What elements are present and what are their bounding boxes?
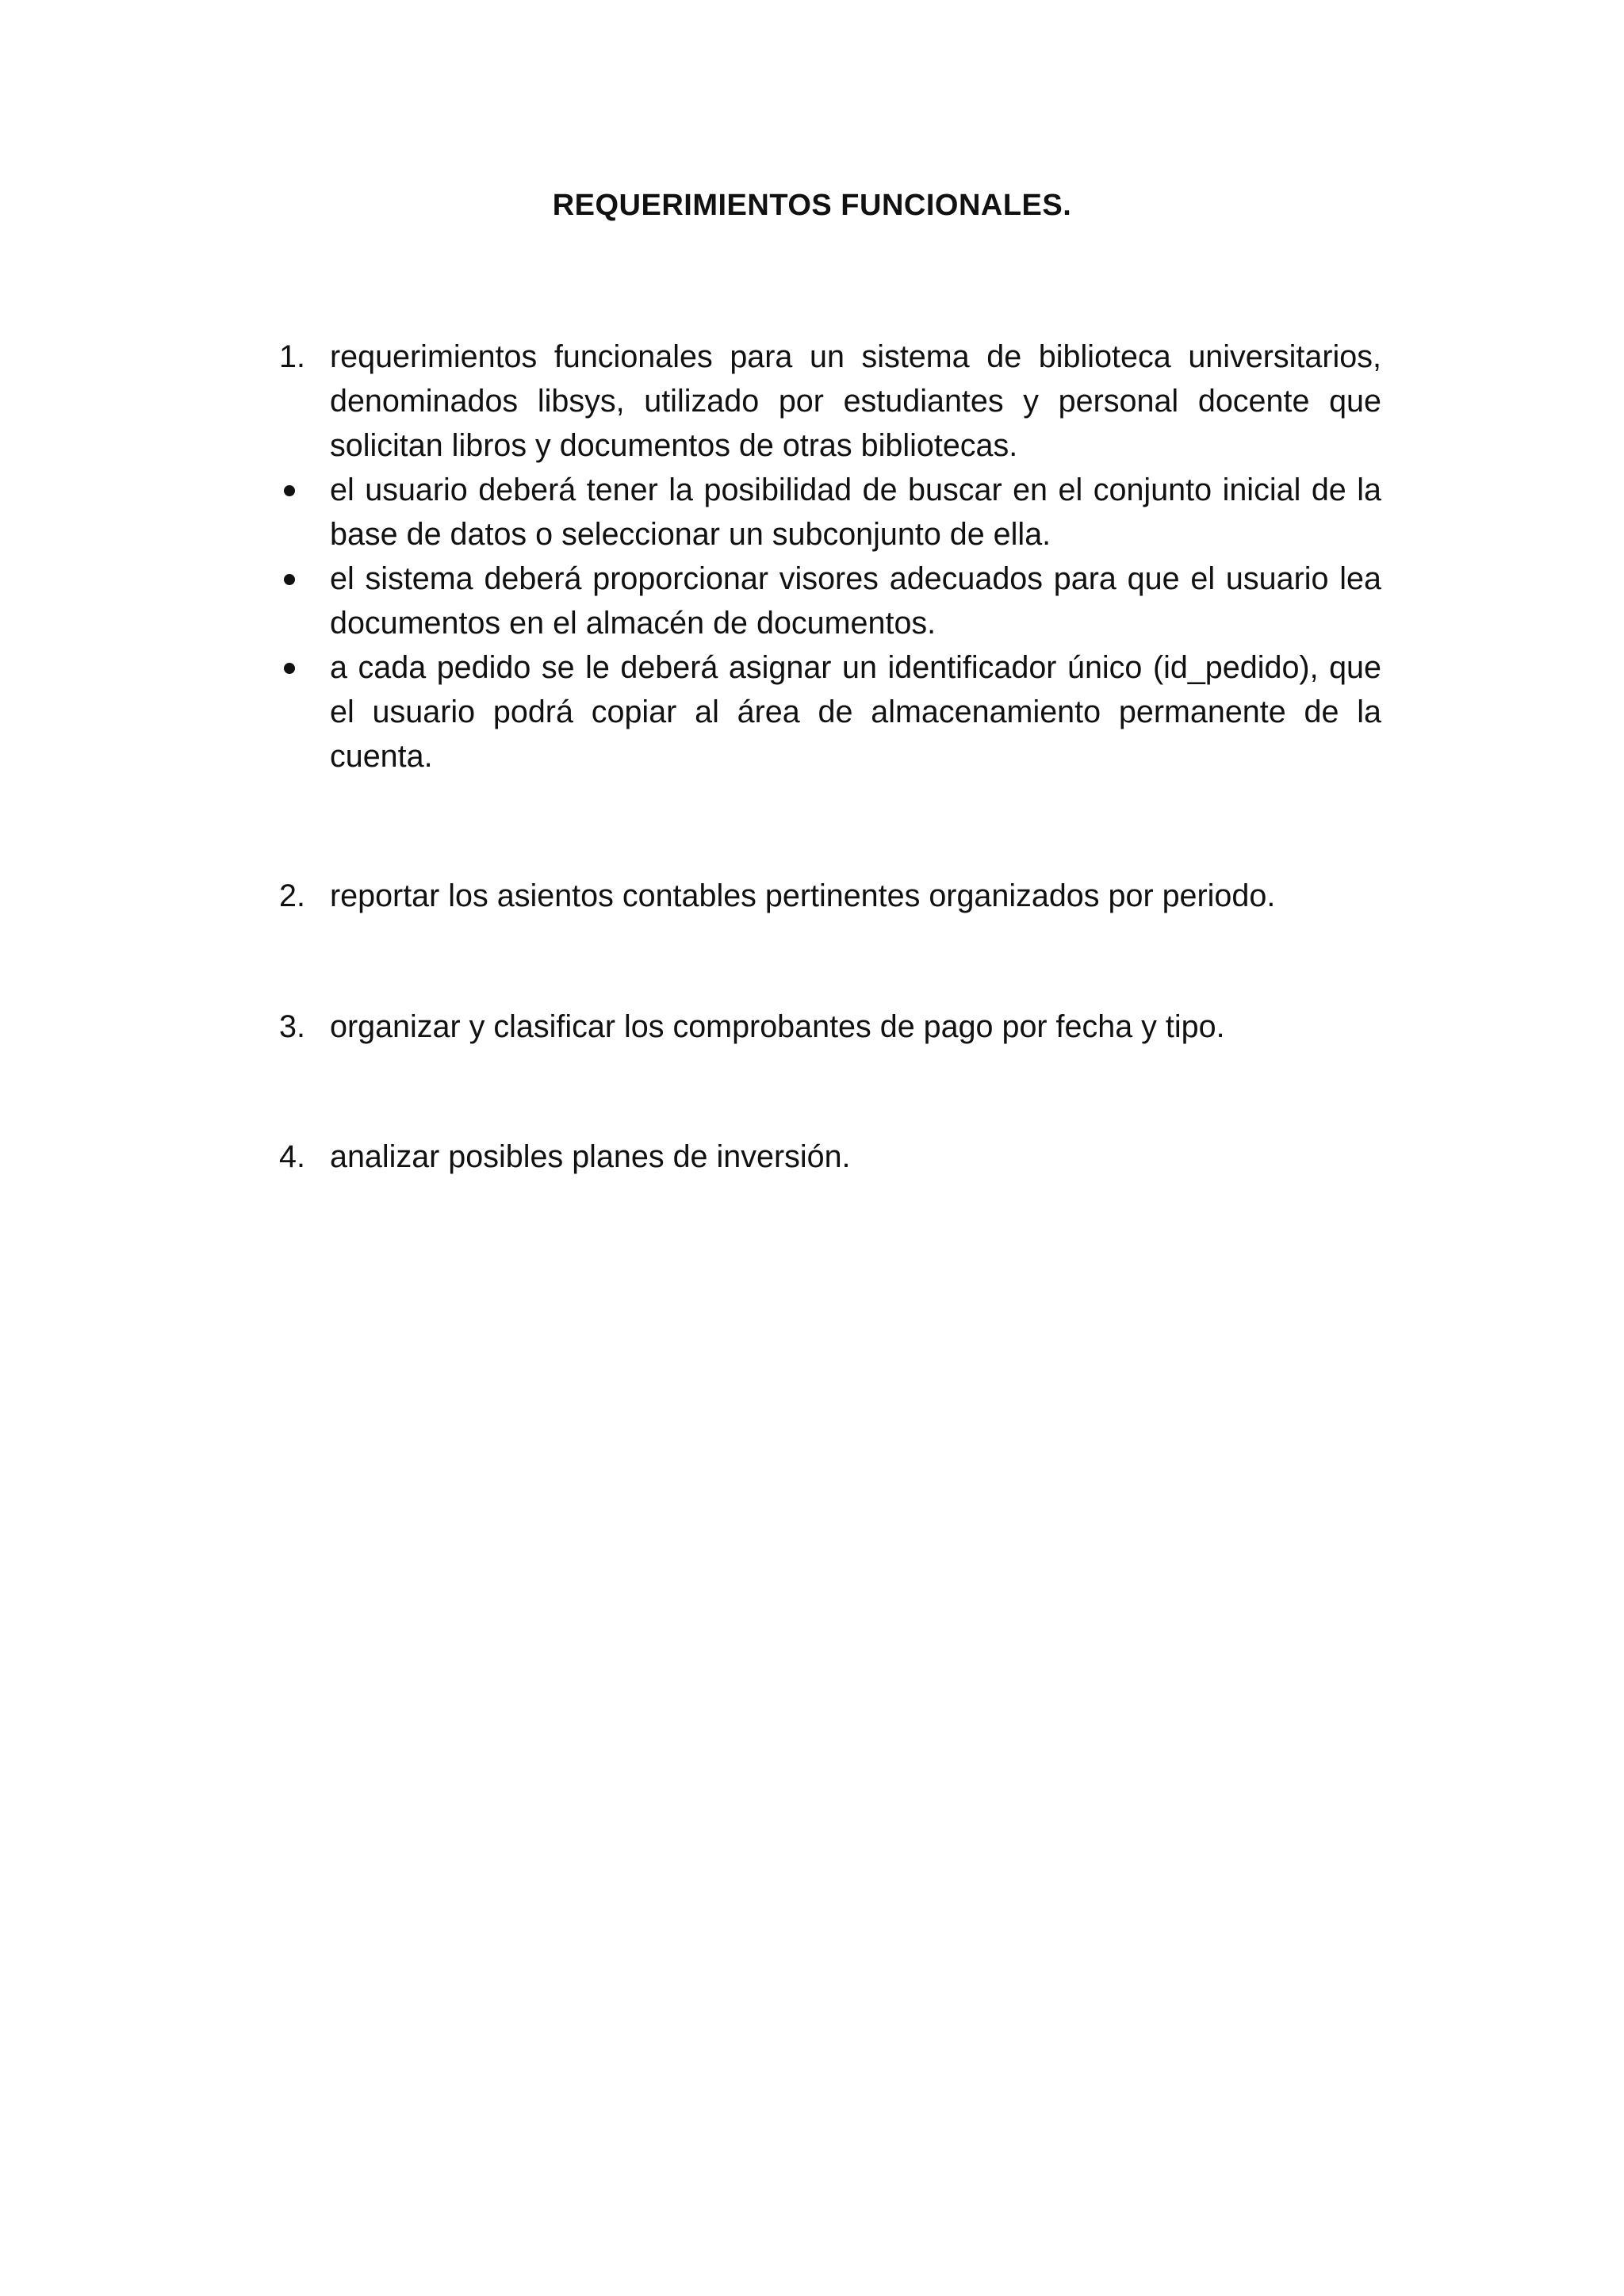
bullet-item-2 (279, 557, 1381, 645)
bullet-item-text: a cada pedido se le deberá asignar un identificador único (id_pedido), que el usuario podrá copiar al área de almacenamiento permanente de la cuenta. (330, 650, 1381, 774)
list-item-2 (279, 874, 1381, 918)
list-number: 3. (279, 1009, 305, 1044)
list-item-3 (279, 1004, 1381, 1049)
bullet-item-3 (279, 645, 1381, 779)
bullet-dot-icon (284, 663, 295, 674)
list-number: 2. (279, 878, 305, 913)
bullet-dot-icon (284, 574, 295, 585)
list-item-text: reportar los asientos contables pertinentes organizados por periodo. (330, 878, 1276, 913)
list-number: 4. (279, 1139, 305, 1174)
list-item-4 (279, 1135, 1381, 1179)
list-item-text: requerimientos funcionales para un sistema de biblioteca universitarios, denominados libsys, utilizado por estudiantes y personal docente que solicitan libros y documentos de otras bibliotecas. (330, 339, 1381, 463)
bullet-item-1 (279, 468, 1381, 557)
bullet-item-text: el sistema deberá proporcionar visores adecuados para que el usuario lea documentos en el almacén de documentos. (330, 561, 1381, 641)
list-item-text: analizar posibles planes de inversión. (330, 1139, 851, 1174)
bullet-item-text: el usuario deberá tener la posibilidad de buscar en el conjunto inicial de la base de datos o seleccionar un subconjunto de ella. (330, 473, 1381, 552)
bullet-dot-icon (284, 485, 295, 496)
list-item-text: organizar y clasificar los comprobantes de pago por fecha y tipo. (330, 1009, 1225, 1044)
list-number: 1. (279, 339, 305, 374)
list-item-1 (279, 335, 1381, 468)
page-title: REQUERIMIENTOS FUNCIONALES. (552, 189, 1072, 222)
